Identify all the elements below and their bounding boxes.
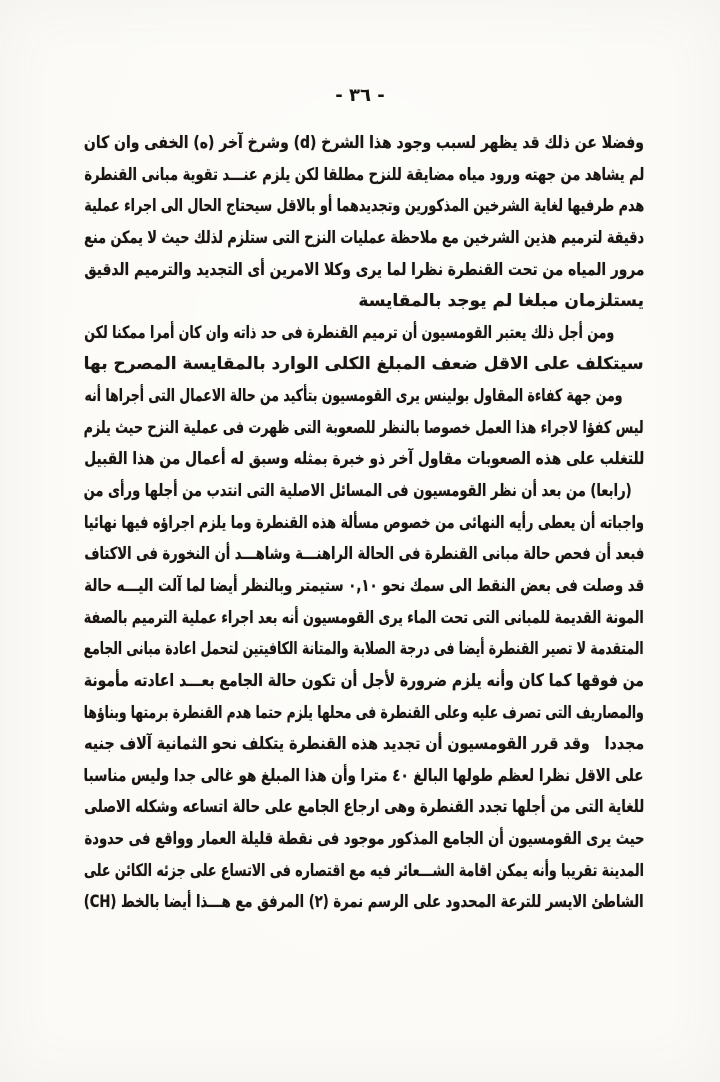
text-line-content: للتغلب على هذه الصعوبات مقاول آخر ذو خبرة بمثله وسبق له أعمال من هذا القبيل [84, 449, 644, 470]
text-line-content: واجباته أن يعطى رأيه النهائى من خصوص مسألة هذه القنطرة وما يلزم اجراؤه فيها نهائيا [84, 512, 644, 533]
text-line-content: دقيقة لترميم هذين الشرخين مع ملاحظة عمليات النزح التى ستلزم لذلك حيث لا يمكن منع [84, 227, 644, 248]
text-line-12 [84, 475, 644, 507]
text-line-content: لم يشاهد من جهته ورود مياه مضايقة للنزح مطلقا لكن يلزم عنـــد تقوية مبانى القنطرة [84, 164, 644, 185]
text-line-content: على الاقل نظرا لعظم طولها البالغ ٤٠ مترا وأن هذا المبلغ هو غالى جدا وليس مناسبا [84, 765, 644, 786]
text-line-13 [84, 507, 644, 539]
text-line-16 [84, 602, 644, 634]
text-line-content: مجددا وقد قرر القومسيون أن تجديد هذه القنطرة يتكلف نحو الثمانية آلاف جنيه [84, 734, 644, 755]
text-line-content: وفضلا عن ذلك قد يظهر لسبب وجود هذا الشرخ (d) وشرخ آخر (ه) الخفى وان كان [84, 133, 644, 153]
text-line-8 [84, 348, 644, 380]
text-line-content: والمصاريف التى تصرف عليه وعلى القنطرة فى محلها يلزم حتما هدم القنطرة برمتها وبناؤها [84, 702, 644, 723]
text-line-content: المدينة تقريبا وأنه يمكن اقامة الشـــعائر فيه مع اقتصاره فى الاتساع على جزئه الكائن على [84, 860, 644, 881]
text-line-2 [84, 159, 644, 191]
text-line-15 [84, 570, 644, 602]
text-line-content: فبعد أن فحص حالة مبانى القنطرة فى الحالة الراهنـــة وشاهـــد أن النخورة فى الاكتاف [84, 544, 644, 565]
text-line-19 [84, 697, 644, 729]
text-line-21 [84, 760, 644, 792]
text-line-content: حيث يرى القومسيون أن الجامع المذكور موجود فى نقطة قليلة العمار وواقع فى حدودة [84, 829, 644, 850]
text-line-content: ليس كفؤا لاجراء هذا العمل خصوصا بالنظر للصعوبة التى ظهرت فى عملية النزح حيث يلزم [84, 417, 644, 438]
text-line-content: هدم طرفيها لغاية الشرخين المذكورين وتجديدهما أو بالاقل سيحتاج الحال الى اجراء عملية [84, 196, 644, 217]
text-line-content: سيتكلف على الاقل ضعف المبلغ الكلى الوارد بالمقايسة المصرح بها [84, 354, 644, 375]
text-line-content: قد وصلت فى بعض النقط الى سمك نحو ٠,١٠ ستيمتر وبالنظر أيضا لما آلت اليـــه حالة [84, 575, 644, 596]
text-line-content: للغاية التى من أجلها تجدد القنطرة وهى ارجاع الجامع على حالة اتساعه وشكله الاصلى [84, 797, 644, 818]
text-line-7 [84, 317, 644, 349]
text-line-content: ومن جهة كفاءة المقاول بولينس يرى القومسيون بتأكيد من حالة الاعمال التى أجراها أنه [84, 386, 622, 407]
text-line-5 [84, 254, 644, 286]
text-line-1 [84, 127, 644, 159]
text-line-14 [84, 538, 644, 570]
text-line-content: مرور المياه من تحت القنطرة نظرا لما يرى وكلا الامرين أى التجديد والترميم الدقيق [84, 259, 644, 280]
text-line-25 [84, 886, 644, 918]
text-line-6 [84, 285, 644, 317]
text-line-24 [84, 855, 644, 887]
text-line-9 [84, 380, 644, 412]
text-line-20 [84, 728, 644, 760]
text-line-11 [84, 443, 644, 475]
text-line-content: ومن أجل ذلك يعتبر القومسيون أن ترميم القنطرة فى حد ذاته وان كان أمرا ممكنا لكن [84, 322, 614, 343]
text-line-10 [84, 412, 644, 444]
text-line-content: (رابعا) من بعد أن نظر القومسيون فى المسائل الاصلية التى انتدب من أجلها ورأى من [84, 481, 632, 502]
text-line-18 [84, 665, 644, 697]
page-number: - ٣٦ - [335, 85, 385, 106]
body-text-block [84, 127, 644, 918]
text-line-3 [84, 190, 644, 222]
text-line-content: المتقدمة لا تصير القنطرة أيضا فى درجة الصلابة والمتانة الكافيتين لتحمل اعادة مبانى الجامع [84, 639, 644, 660]
text-line-content: يستلزمان مبلغا لم يوجد بالمقايسة [358, 291, 644, 312]
text-line-4 [84, 222, 644, 254]
text-line-content: من فوقها كما كان وأنه يلزم ضرورة لأجل أن تكون حالة الجامع بعـــد اعادته مأمونة [84, 670, 644, 691]
text-line-content: المونة القديمة للمبانى التى تحت الماء يرى القومسيون أنه بعد اجراء عملية الترميم بالصفة [84, 607, 644, 628]
text-line-22 [84, 791, 644, 823]
text-line-17 [84, 633, 644, 665]
text-line-content: الشاطئ الايسر للترعة المحدود على الرسم نمرة (٢) المرفق مع هـــذا أيضا بالخط (CH) [84, 892, 644, 913]
text-line-23 [84, 823, 644, 855]
